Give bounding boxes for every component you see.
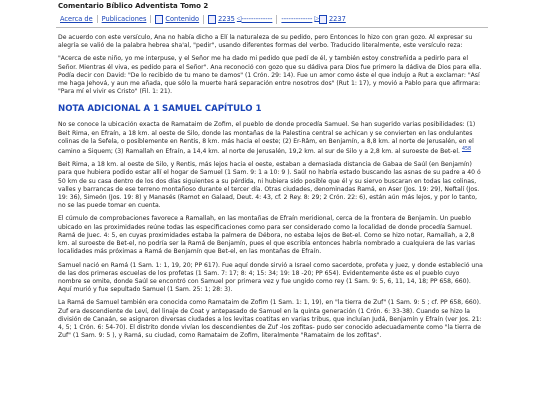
book-title: Comentario Bíblico Adventista Tomo 2 bbox=[58, 2, 209, 10]
document-body bbox=[58, 34, 483, 345]
nav-separator: ------------- bbox=[241, 14, 273, 23]
section-heading: NOTA ADICIONAL A 1 SAMUEL CAPÍTULO 1 bbox=[58, 104, 262, 115]
page-reference-link[interactable]: 458 bbox=[461, 147, 472, 153]
contents-icon bbox=[155, 15, 163, 24]
arrow-left-icon: ◁ bbox=[236, 14, 242, 22]
paragraph-5: El cúmulo de comprobaciones favorece a Ramallah, en las montañas de Efraín meridional, cerca de la frontera de Benjamín. Un pueblo ubicado en las proximidades reúne todas las especificaciones como para ser considerado como la localidad de donde procedía Samuel. Ramá de Juec. 4: 5, en cuyas proximidades estaba la palmera de Débora, no estaba lejos de Bet-el. Como se hizo notar, Ramallah, a 2,8 km. al suroeste de Bet-el, no podría ser la Ramá de Benjamín, pues el que escribía entonces habría nombrado a cualquiera de las varias localidades más próximas a Ramá de Benjamín que Bet-el, en las montañas de Efraín. bbox=[58, 215, 475, 256]
prev-page-link[interactable] bbox=[204, 15, 277, 24]
next-page-number: 2237 bbox=[328, 14, 346, 23]
prev-page-number: 2235 bbox=[218, 14, 235, 23]
paragraph-3-text: No se conoce la ubicación exacta de Ramataim de Zofim, el pueblo de donde procedía Samuel. Se han sugerido varias posibilidades: (1) Beit Rima, en Efraín, a 18 km. al oeste de Silo, donde las montañas de la Palestina central se achican y se convierten en las ondulantes colinas de la Sefela, o posiblemente en Rentis, 8 km. más hacia el oeste; (2) Er-Râm, en Benjamín, a 8,8 km. al norte de Jerusalén, en el camino a Siquem; (3) Ramallah en Efraín, a 14,4 km. al norte de Jerusalén, 19,2 km. al sur de Silo y a 2,8 km. al suroeste de Bet-el. bbox=[58, 121, 476, 156]
arrow-right-icon: ▷ bbox=[314, 14, 319, 22]
publications-link[interactable]: Publicaciones bbox=[98, 15, 152, 23]
page-icon bbox=[208, 15, 216, 24]
paragraph-2: "Acerca de este niño, yo me interpuse, y el Señor me ha dado mi pedido que pedí de él, y también estoy constreñida a pedirlo para el Señor. Mientras él viva, es pedido para el Señor". Ana reconoció con gozo que su dádiva para Dios fue primero la dádiva de Dios para ella. Podía decir con David: "De lo recibido de tu mano te damos" (1 Crón. 29: 14). Fue un amor como éste el que indujo a Rut a exclamar: "Así me haga Jehová, y aun me añada, que sólo la muerte hará separación entre nosotros dos" (Rut 1: 17), y movió a Pablo para que afirmara: "Para mí el vivir es Cristo" (Fil. 1: 21). bbox=[58, 55, 482, 96]
contents-label: Contenido bbox=[165, 14, 200, 23]
paragraph-6: Samuel nació en Ramá (1 Sam. 1: 1, 19, 20; PP 617). Fue aquí donde sirvió a Israel como sacerdote, profeta y juez, y donde estableció una de las dos primeras escuelas de los profetas (1 Sam. 7: 17; 8: 4; 15: 34; 19: 18 -20; PP 654). Evidentemente éste es el pueblo cuyo nombre se omite, donde Saúl se encontró con Samuel por primera vez y fue ungido como rey (1 Sam. 9: 5, 6, 11, 14, 18; PP 658, 660). Aquí murió y fue sepultado Samuel (1 Sam. 25: 1; 28: 3). bbox=[58, 261, 483, 294]
nav-bar bbox=[56, 13, 350, 25]
about-link[interactable]: Acerca de bbox=[56, 15, 98, 23]
nav-separator: ------------- bbox=[281, 14, 313, 23]
paragraph-7: La Ramá de Samuel también era conocida como Ramataim de Zofim (1 Sam. 1: 1, 19), en "la tierra de Zuf" (1 Sam. 9: 5 ; cf. PP 658, 660). Zuf era descendiente de Leví, del linaje de Coat y antepasado de Samuel en la quinta generación (1 Crón. 6: 33-38). Cuando se hizo la división de Canaán, se asignaron diversas ciudades a los levitas coatitas en varias tribus, que incluían Judá, Benjamín y Efraín (ver Jos. 21: 4, 5; 1 Crón. 6: 54-70). El distrito donde vivían los descendientes de Zuf -los zofitas- pudo ser conocido adecuadamente como "la tierra de Zuf" (1 Sam. 9: 5 ), y Ramá, su ciudad, como Ramataim de Zofim, literalmente "Ramataim de los zofitas". bbox=[58, 299, 482, 340]
next-page-link[interactable] bbox=[277, 15, 349, 24]
page-icon bbox=[319, 15, 327, 24]
paragraph-4: Beit Rima, a 18 km. al oeste de Silo, y Rentis, más lejos hacia el oeste, estaban a demasiada distancia de Gabaa de Saúl (en Benjamín) para que hubiera podido estar allí el hogar de Samuel (1 Sam. 9: 1 a 10: 9 ). Saúl no habría estado buscando las asnas de su padre a 40 ó 50 km de su casa dentro de los dos días siguientes a su pérdida, ni hubiera sido posible que él y su siervo buscaran en todas las colinas, valles y barrancas de ese terreno montañoso durante el tercer día. Otras ciudades, denominadas Ramá, en Aser (Jos. 19: 29), Neftalí (Jos. 19: 36), Simeón (Jos. 19: 8) y Manasés (Ramot en Galaad, Deut. 4: 43, cf. 2 Rey. 8: 29; 2 Crón. 22: 6), están aún más lejos, y por lo tanto, no se las puede tomar en cuenta. bbox=[58, 161, 481, 210]
paragraph-3 bbox=[58, 121, 483, 156]
header-divider bbox=[56, 27, 488, 28]
paragraph-1: De acuerdo con este versículo, Ana no había dicho a Elí la naturaleza de su pedido, pero Entonces lo hizo con gran gozo. Al expresar su alegría se valió de la palabra hebrea sha'al, "pedir", usando diferentes formas del verbo. Traducido literalmente, este versículo reza: bbox=[58, 34, 473, 50]
page-header bbox=[0, 0, 540, 30]
contents-link[interactable] bbox=[151, 15, 204, 24]
